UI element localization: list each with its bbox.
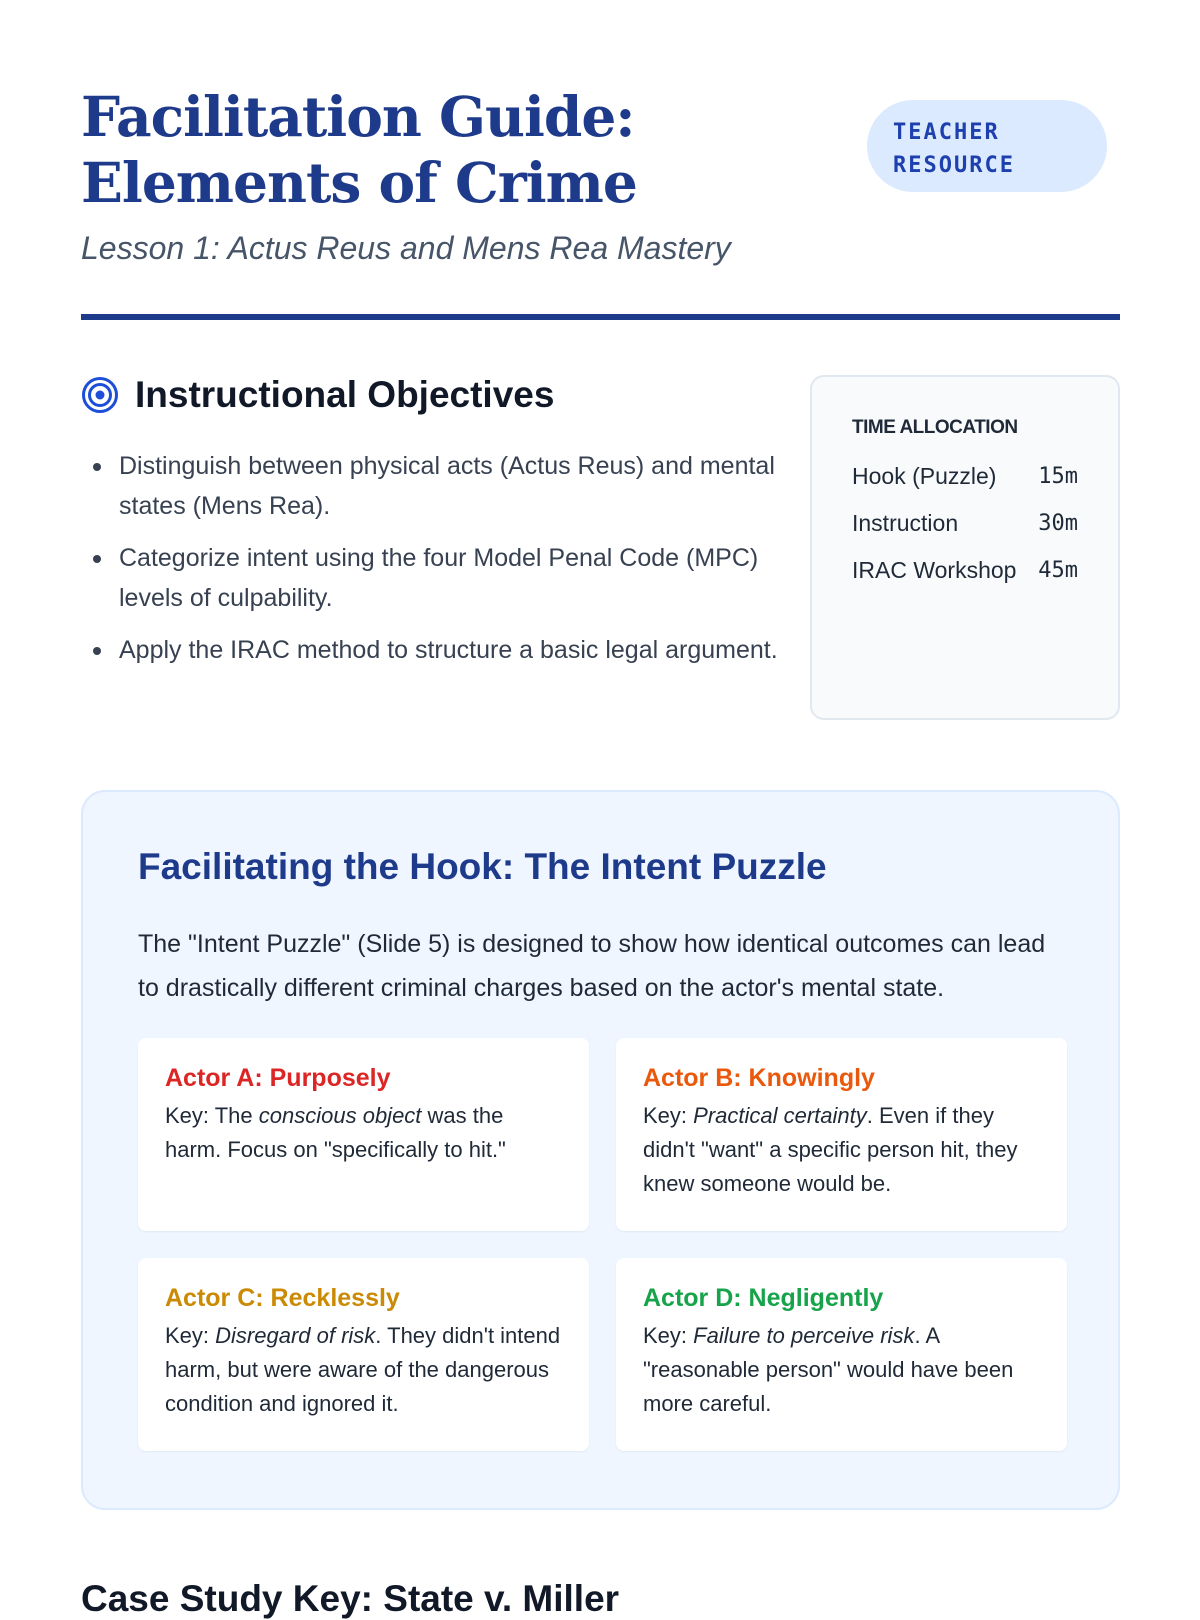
actor-card-title: Actor A: Purposely	[165, 1064, 391, 1092]
case-study-title: Case Study Key: State v. Miller	[81, 1578, 620, 1619]
card-key-text: . A "reasonable person" would have been more careful.	[643, 1323, 1014, 1416]
time-allocation-title: TIME ALLOCATION	[852, 417, 1018, 438]
actor-card	[138, 1038, 589, 1231]
card-key-text: was the harm. Focus on "specifically to hit."	[165, 1103, 506, 1162]
target-icon	[81, 376, 119, 414]
time-row	[852, 453, 1078, 500]
card-key-emphasis: conscious object	[258, 1103, 422, 1128]
time-value: 15m	[1038, 464, 1078, 489]
actor-cards	[138, 1038, 1063, 1451]
time-label: IRAC Workshop	[852, 557, 1017, 583]
actor-card	[616, 1258, 1067, 1451]
card-key-text: Key:	[165, 1323, 216, 1348]
card-key-text: . They didn't intend harm, but were aware of the dangerous condition and ignored it.	[165, 1323, 561, 1416]
hook-panel	[81, 790, 1120, 1510]
objectives-section	[81, 374, 781, 682]
page-subtitle: Lesson 1: Actus Reus and Mens Rea Mastery	[81, 230, 731, 266]
actor-card	[616, 1038, 1067, 1231]
time-allocation-box	[810, 375, 1120, 720]
actor-card-body	[165, 1319, 562, 1421]
hook-title: Facilitating the Hook: The Intent Puzzle	[138, 846, 827, 887]
teacher-resource-badge: TEACHER RESOURCE	[867, 100, 1107, 192]
actor-card-body	[165, 1099, 562, 1167]
time-value: 30m	[1038, 511, 1078, 536]
objectives-header	[81, 374, 781, 416]
time-row	[852, 547, 1078, 594]
actor-card	[138, 1258, 589, 1451]
objective-item: Distinguish between physical acts (Actus Reus) and mental states (Mens Rea).	[119, 446, 781, 526]
actor-card-title: Actor D: Negligently	[643, 1284, 884, 1312]
hook-description: The "Intent Puzzle" (Slide 5) is designed to show how identical outcomes can lead to drastically different criminal charges based on the actor's mental state.	[138, 930, 1046, 1002]
objective-item: Apply the IRAC method to structure a basic legal argument.	[119, 630, 781, 670]
card-key-text: Key:	[643, 1323, 694, 1348]
card-key-emphasis: Failure to perceive risk	[693, 1323, 915, 1348]
objectives-list	[81, 446, 781, 670]
time-row	[852, 500, 1078, 547]
card-key-emphasis: Disregard of risk	[215, 1323, 376, 1348]
objectives-title: Instructional Objectives	[135, 374, 555, 415]
header-divider	[81, 314, 1120, 320]
time-value: 45m	[1038, 558, 1078, 583]
page-title: Facilitation Guide: Elements of Crime	[81, 84, 637, 215]
actor-card-body	[643, 1319, 1040, 1421]
card-key-text: . Even if they didn't "want" a specific person hit, they knew someone would be.	[643, 1103, 1018, 1196]
objective-item: Categorize intent using the four Model Penal Code (MPC) levels of culpability.	[119, 538, 781, 618]
header	[81, 84, 1120, 324]
actor-card-title: Actor B: Knowingly	[643, 1064, 875, 1092]
card-key-text: Key: The	[165, 1103, 259, 1128]
time-label: Instruction	[852, 510, 959, 536]
card-key-emphasis: Practical certainty	[693, 1103, 867, 1128]
actor-card-title: Actor C: Recklessly	[165, 1284, 400, 1312]
actor-card-body	[643, 1099, 1040, 1201]
card-key-text: Key:	[643, 1103, 694, 1128]
time-label: Hook (Puzzle)	[852, 463, 997, 489]
